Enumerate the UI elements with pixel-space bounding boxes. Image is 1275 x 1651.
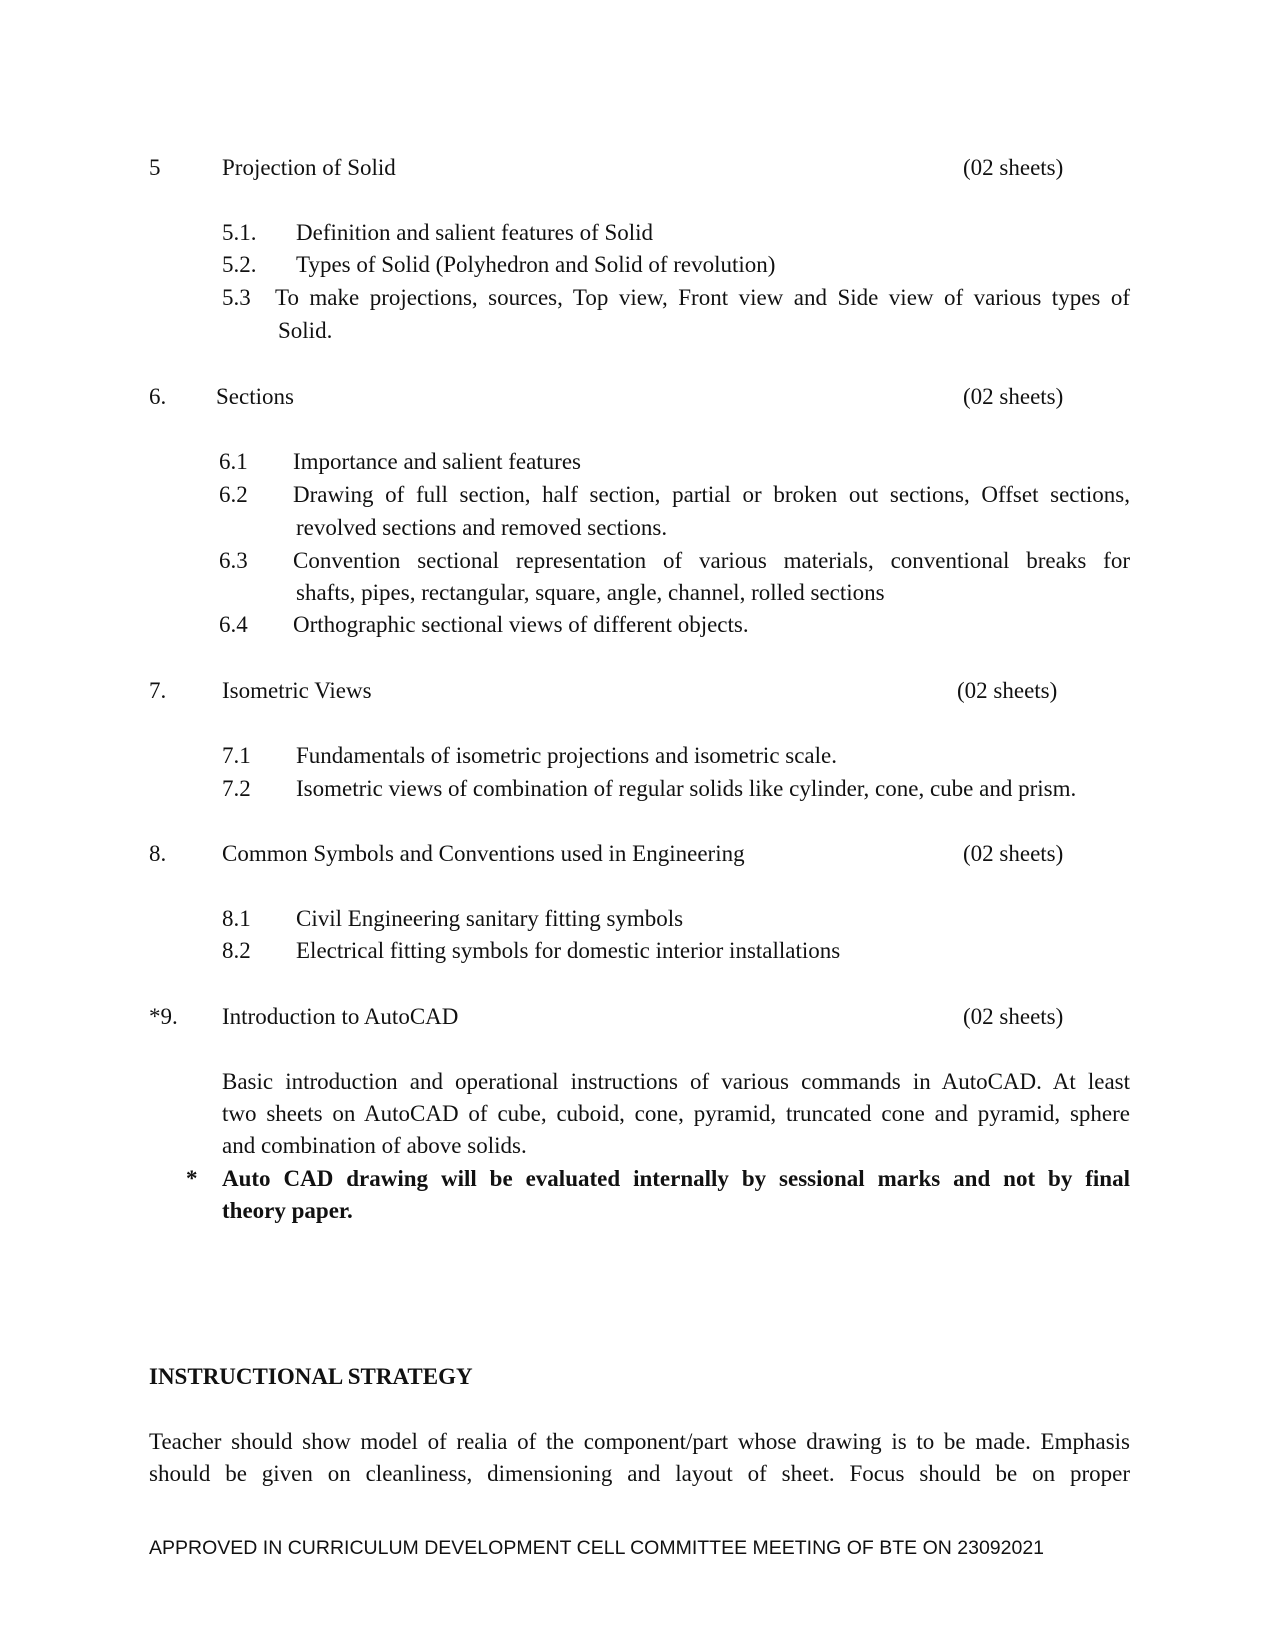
section-7-number: 7.: [149, 678, 167, 703]
item-5-3-line1: To make projections, sources, Top view, Front view and Side view of various types of: [275, 285, 1130, 310]
item-8-2-text: Electrical fitting symbols for domestic interior installations: [296, 938, 841, 963]
strategy-line1: Teacher should show model of realia of the component/part whose drawing is to be made. Emphasis: [149, 1429, 1130, 1454]
item-5-2-text: Types of Solid (Polyhedron and Solid of revolution): [296, 252, 776, 277]
section-9-body-line3: and combination of above solids.: [222, 1133, 527, 1158]
note-asterisk: *: [186, 1166, 198, 1191]
strategy-heading: INSTRUCTIONAL STRATEGY: [149, 1364, 473, 1389]
strategy-line2: should be given on cleanliness, dimensioning and layout of sheet. Focus should be on proper: [149, 1461, 1130, 1486]
item-7-1-number: 7.1: [222, 743, 251, 768]
item-7-1-text: Fundamentals of isometric projections and isometric scale.: [296, 743, 837, 768]
section-8-sheets: (02 sheets): [963, 841, 1064, 866]
section-8-title: Common Symbols and Conventions used in Engineering: [222, 841, 745, 866]
section-5-title: Projection of Solid: [222, 155, 396, 180]
section-9-number: *9.: [149, 1004, 178, 1029]
item-7-2-number: 7.2: [222, 776, 251, 801]
section-8-number: 8.: [149, 841, 167, 866]
section-9-body-line2: two sheets on AutoCAD of cube, cuboid, cone, pyramid, truncated cone and pyramid, sphere: [222, 1101, 1130, 1126]
item-6-4-text: Orthographic sectional views of different objects.: [293, 612, 749, 637]
item-8-1-text: Civil Engineering sanitary fitting symbols: [296, 906, 684, 931]
item-7-2-text: Isometric views of combination of regular solids like cylinder, cone, cube and prism.: [296, 776, 1077, 801]
section-5-number: 5: [149, 155, 161, 180]
item-5-3-line2: Solid.: [278, 318, 333, 343]
section-9-body-line1: Basic introduction and operational instructions of various commands in AutoCAD. At least: [222, 1069, 1130, 1094]
item-6-1-text: Importance and salient features: [293, 449, 582, 474]
section-9-sheets: (02 sheets): [963, 1004, 1064, 1029]
section-6-sheets: (02 sheets): [963, 384, 1064, 409]
item-5-1-text: Definition and salient features of Solid: [296, 220, 654, 245]
section-7-title: Isometric Views: [222, 678, 372, 703]
approval-footer: APPROVED IN CURRICULUM DEVELOPMENT CELL COMMITTEE MEETING OF BTE ON 23092021: [149, 1537, 1045, 1559]
item-6-1-number: 6.1: [219, 449, 248, 474]
item-5-3-number: 5.3: [222, 285, 251, 310]
item-5-2-number: 5.2.: [222, 252, 257, 277]
note-line1: Auto CAD drawing will be evaluated internally by sessional marks and not by final: [222, 1166, 1130, 1191]
item-6-2-number: 6.2: [219, 482, 248, 507]
section-9-title: Introduction to AutoCAD: [222, 1004, 459, 1029]
item-6-3-line1: Convention sectional representation of various materials, conventional breaks for: [293, 548, 1130, 573]
section-6-number: 6.: [149, 384, 167, 409]
item-8-2-number: 8.2: [222, 938, 251, 963]
section-6-title: Sections: [216, 384, 294, 409]
section-7-sheets: (02 sheets): [957, 678, 1058, 703]
note-line2: theory paper.: [222, 1198, 353, 1223]
item-6-3-line2: shafts, pipes, rectangular, square, angle, channel, rolled sections: [296, 580, 885, 605]
item-8-1-number: 8.1: [222, 906, 251, 931]
item-6-3-number: 6.3: [219, 548, 248, 573]
item-6-2-line1: Drawing of full section, half section, partial or broken out sections, Offset sections,: [293, 482, 1130, 507]
section-5-sheets: (02 sheets): [963, 155, 1064, 180]
item-6-2-line2: revolved sections and removed sections.: [296, 515, 668, 540]
item-5-1-number: 5.1.: [222, 220, 257, 245]
item-6-4-number: 6.4: [219, 612, 248, 637]
